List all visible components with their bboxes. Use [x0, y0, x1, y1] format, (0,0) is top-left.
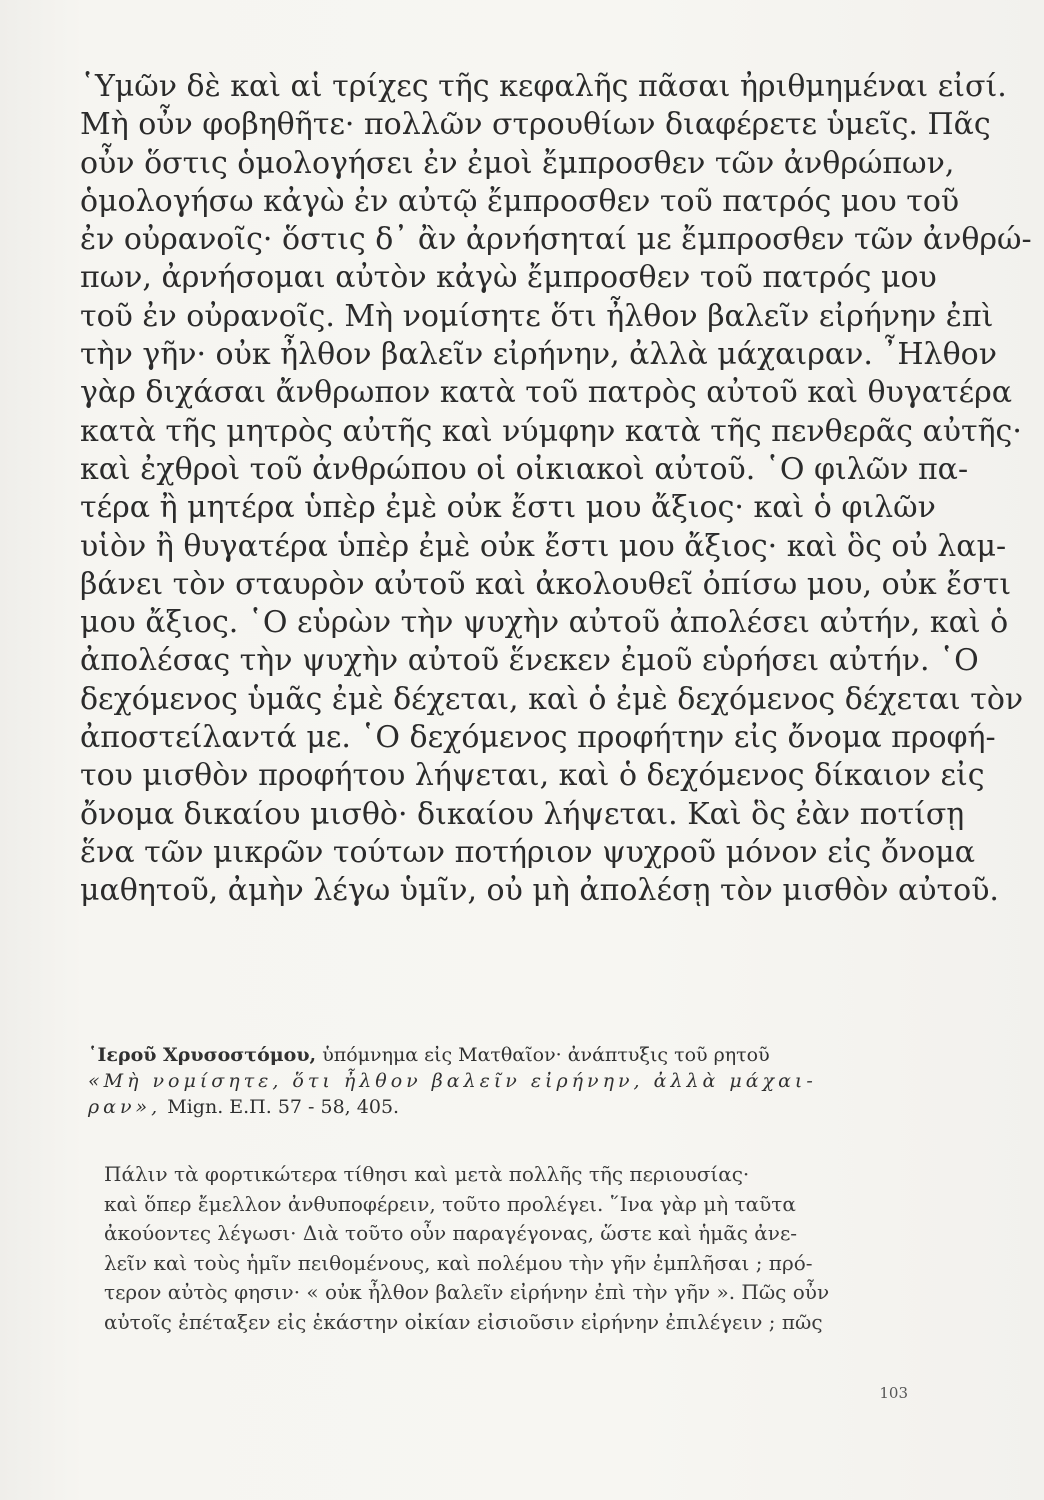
citation-quoted-phrase: «Μὴ νομίσητε, ὅτι ἦλθον βαλεῖν εἰρήνην, ἀλλὰ μάχαι-: [88, 1070, 817, 1092]
scripture-line: τὴν γῆν· οὐκ ἦλθον βαλεῖν εἰρήνην, ἀλλὰ μάχαιραν. ῏Ηλθον: [80, 337, 997, 373]
scripture-line: ἕνα τῶν μικρῶν τούτων ποτήριον ψυχροῦ μόνον εἰς ὄνομα: [80, 834, 975, 870]
scripture-line: ἀπολέσας τὴν ψυχὴν αὐτοῦ ἕνεκεν ἐμοῦ εὑρήσει αὐτήν. ῾Ο: [80, 643, 979, 679]
homily-line: καὶ ὅπερ ἔμελλον ἀνθυποφέρειν, τοῦτο προλέγει. ῞Ινα γὰρ μὴ ταῦτα: [104, 1191, 796, 1216]
homily-line: αὐτοῖς ἐπέταξεν εἰς ἑκάστην οἰκίαν εἰσιοῦσιν εἰρήνην ἐπιλέγειν ; πῶς: [104, 1309, 823, 1334]
citation-quoted-phrase-end: ραν»,: [88, 1096, 162, 1118]
citation-reference: Mign. Ε.Π. 57 - 58, 405.: [167, 1096, 400, 1118]
scripture-line: ὄνομα δικαίου μισθὸ· δικαίου λήψεται. Καὶ ὃς ἐὰν ποτίσῃ: [80, 796, 965, 832]
scripture-line: δεχόμενος ὑμᾶς ἐμὲ δέχεται, καὶ ὁ ἐμὲ δεχόμενος δέχεται τὸν: [80, 681, 1024, 717]
scripture-line: ἀποστείλαντά με. ῾Ο δεχόμενος προφήτην εἰς ὄνομα προφή-: [80, 720, 996, 756]
citation-author: ῾Ιεροῦ Χρυσοστόμου,: [88, 1044, 317, 1066]
citation-line: [88, 1094, 914, 1120]
scripture-line: μου ἄξιος. ῾Ο εὑρὼν τὴν ψυχὴν αὐτοῦ ἀπολέσει αὐτήν, καὶ ὁ: [80, 605, 1009, 641]
homily-text: [104, 1160, 914, 1337]
scripture-passage: [80, 68, 1032, 911]
patristic-citation: [88, 1042, 914, 1120]
homily-line: λεῖν καὶ τοὺς ἡμῖν πειθομένους, καὶ πολέμου τὴν γῆν ἐμπλῆσαι ; πρό-: [104, 1250, 813, 1275]
scripture-line: πων, ἀρνήσομαι αὐτὸν κἀγὼ ἔμπροσθεν τοῦ πατρός μου: [80, 260, 937, 296]
scripture-line: ἐν οὐρανοῖς· ὅστις δ᾿ ἂν ἀρνήσηταί με ἔμπροσθεν τῶν ἀνθρώ-: [80, 222, 1032, 258]
scripture-line: γὰρ διχάσαι ἄνθρωπον κατὰ τοῦ πατρὸς αὐτοῦ καὶ θυγατέρα: [80, 375, 1013, 411]
citation-line: [88, 1068, 914, 1094]
scripture-line: ὁμολογήσω κἀγὼ ἐν αὐτῷ ἔμπροσθεν τοῦ πατρός μου τοῦ: [80, 183, 960, 219]
scripture-line: ῾Υμῶν δὲ καὶ αἱ τρίχες τῆς κεφαλῆς πᾶσαι ἠριθμημέναι εἰσί.: [80, 69, 1007, 104]
scripture-line: τέρα ἢ μητέρα ὑπὲρ ἐμὲ οὐκ ἔστι μου ἄξιος· καὶ ὁ φιλῶν: [80, 490, 936, 526]
scripture-line: μαθητοῦ, ἀμὴν λέγω ὑμῖν, οὐ μὴ ἀπολέσῃ τὸν μισθὸν αὐτοῦ.: [80, 873, 999, 909]
scripture-line: Μὴ οὖν φοβηθῆτε· πολλῶν στρουθίων διαφέρετε ὑμεῖς. Πᾶς: [80, 107, 991, 143]
page-number: 103: [879, 1384, 908, 1402]
citation-line: [88, 1042, 914, 1068]
scripture-line: κατὰ τῆς μητρὸς αὐτῆς καὶ νύμφην κατὰ τῆς πενθερᾶς αὐτῆς·: [80, 413, 1022, 449]
citation-work: ὑπόμνημα εἰς Ματθαῖον· ἀνάπτυξις τοῦ ρητοῦ: [322, 1044, 770, 1066]
homily-line: τερον αὐτὸς φησιν· « οὐκ ἦλθον βαλεῖν εἰρήνην ἐπὶ τὴν γῆν ». Πῶς οὖν: [104, 1280, 830, 1304]
homily-line: Πάλιν τὰ φορτικώτερα τίθησι καὶ μετὰ πολλῆς τῆς περιουσίας·: [104, 1162, 750, 1186]
scripture-line: βάνει τὸν σταυρὸν αὐτοῦ καὶ ἀκολουθεῖ ὀπίσω μου, οὐκ ἔστι: [80, 566, 1012, 602]
scripture-line: του μισθὸν προφήτου λήψεται, καὶ ὁ δεχόμενος δίκαιον εἰς: [80, 758, 985, 794]
scripture-line: καὶ ἐχθροὶ τοῦ ἀνθρώπου οἱ οἰκιακοὶ αὐτοῦ. ῾Ο φιλῶν πα-: [80, 451, 969, 487]
scripture-line: υἱὸν ἢ θυγατέρα ὑπὲρ ἐμὲ οὐκ ἔστι μου ἄξιος· καὶ ὃς οὐ λαμ-: [80, 528, 1007, 564]
homily-line: ἀκούοντες λέγωσι· Διὰ τοῦτο οὖν παραγέγονας, ὥστε καὶ ἡμᾶς ἀνε-: [104, 1221, 798, 1245]
scripture-line: τοῦ ἐν οὐρανοῖς. Μὴ νομίσητε ὅτι ἦλθον βαλεῖν εἰρήνην ἐπὶ: [80, 298, 994, 334]
scripture-line: οὖν ὅστις ὁμολογήσει ἐν ἐμοὶ ἔμπροσθεν τῶν ἀνθρώπων,: [80, 145, 955, 181]
